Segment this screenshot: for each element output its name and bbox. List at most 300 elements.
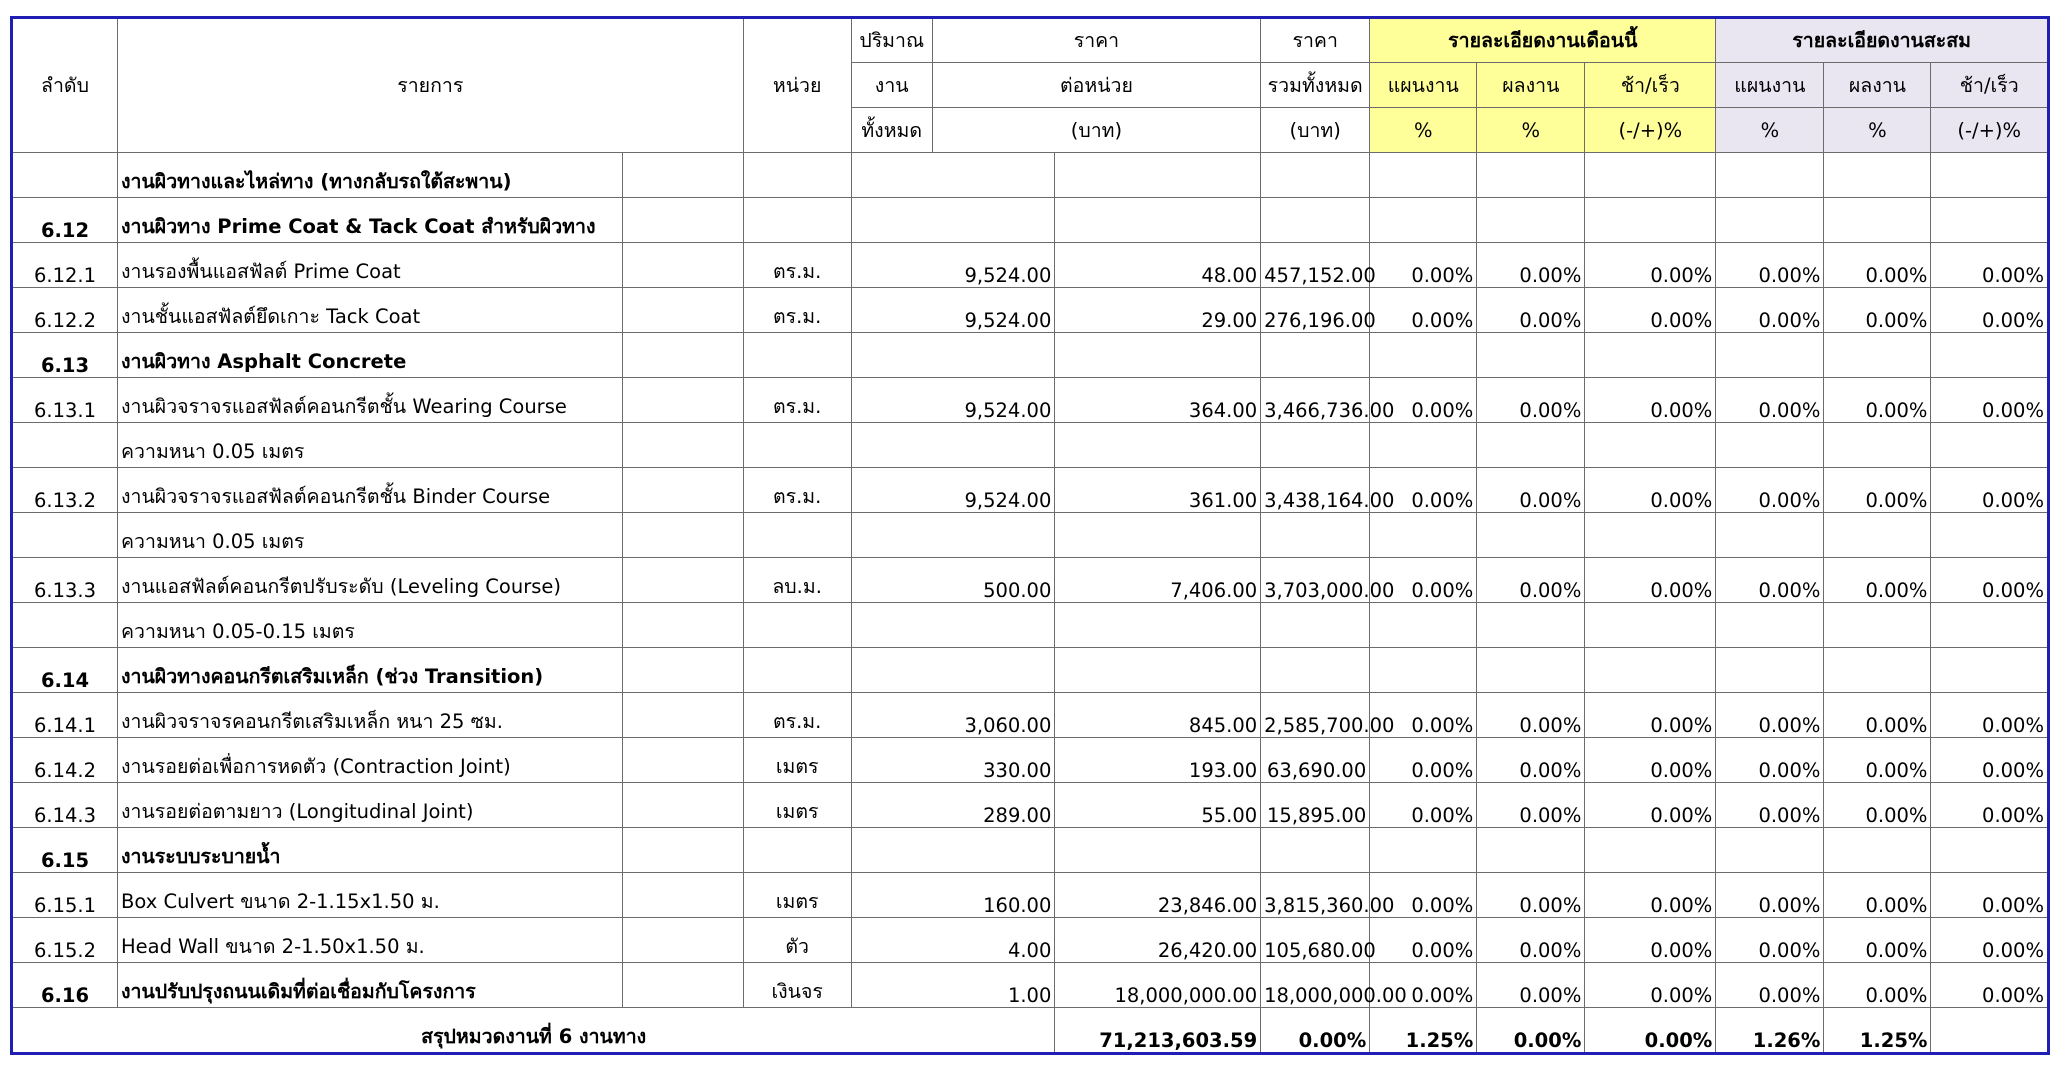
header-cum-result-unit: %	[1824, 108, 1931, 153]
header-cum-diff: ช้า/เร็ว	[1931, 63, 2049, 108]
cell-cum-result: 0.00%	[1824, 873, 1931, 918]
cell-month-result: 0.00%	[1477, 783, 1585, 828]
header-month-group: รายละเอียดงานเดือนนี้	[1370, 18, 1716, 63]
cell-no: 6.14.2	[12, 738, 118, 783]
summary-month-result: 1.25%	[1370, 1008, 1477, 1054]
cell-cum-diff	[1931, 333, 2049, 378]
cell-no: 6.13	[12, 333, 118, 378]
cell-cum-result: 0.00%	[1824, 288, 1931, 333]
cell-month-plan	[1370, 828, 1477, 873]
header-cum-diff-unit: (-/+)%	[1931, 108, 2049, 153]
cell-month-plan	[1370, 513, 1477, 558]
cell-month-diff: 0.00%	[1585, 783, 1716, 828]
cell-desc: งานชั้นแอสฟัลต์ยึดเกาะ Tack Coat	[118, 288, 623, 333]
cell-desc: งานผิวทางคอนกรีตเสริมเหล็ก (ช่วง Transition)	[118, 648, 623, 693]
cell-desc: Head Wall ขนาด 2-1.50x1.50 ม.	[118, 918, 623, 963]
cell-unit-price	[1055, 153, 1261, 198]
cell-no: 6.14.1	[12, 693, 118, 738]
header-cum-result: ผลงาน	[1824, 63, 1931, 108]
cell-total: 457,152.00	[1261, 243, 1370, 288]
table-row	[12, 603, 2049, 648]
cell-cum-diff: 0.00%	[1931, 783, 2049, 828]
cell-desc-gap	[623, 333, 744, 378]
cell-month-result: 0.00%	[1477, 873, 1585, 918]
cell-desc-gap	[623, 423, 744, 468]
cell-month-diff	[1585, 153, 1716, 198]
summary-total: 71,213,603.59	[1055, 1008, 1261, 1054]
cell-desc-gap	[623, 738, 744, 783]
table-row	[12, 423, 2049, 468]
cell-cum-plan: 0.00%	[1716, 873, 1824, 918]
cell-unit: เมตร	[743, 873, 851, 918]
cell-unit-price	[1055, 603, 1261, 648]
cell-no: 6.12	[12, 198, 118, 243]
cell-cum-diff: 0.00%	[1931, 873, 2049, 918]
cell-cum-plan: 0.00%	[1716, 918, 1824, 963]
cell-cum-result	[1824, 513, 1931, 558]
summary-month-diff: 0.00%	[1477, 1008, 1585, 1054]
cell-cum-result: 0.00%	[1824, 243, 1931, 288]
cell-qty: 9,524.00	[851, 378, 1055, 423]
cell-month-plan	[1370, 198, 1477, 243]
cell-unit	[743, 603, 851, 648]
cell-unit-price: 23,846.00	[1055, 873, 1261, 918]
cell-qty: 500.00	[851, 558, 1055, 603]
cell-desc: งานผิวจราจรแอสฟัลต์คอนกรีตชั้น Wearing Course	[118, 378, 623, 423]
cell-month-plan: 0.00%	[1370, 918, 1477, 963]
cell-no: 6.14	[12, 648, 118, 693]
header-total-1: ราคา	[1261, 18, 1370, 63]
cell-month-plan	[1370, 603, 1477, 648]
cell-cum-diff: 0.00%	[1931, 378, 2049, 423]
cell-month-plan: 0.00%	[1370, 378, 1477, 423]
cell-month-plan: 0.00%	[1370, 288, 1477, 333]
cell-unit-price: 7,406.00	[1055, 558, 1261, 603]
header-cum-plan-unit: %	[1716, 108, 1824, 153]
cell-qty	[851, 828, 1055, 873]
cell-month-result: 0.00%	[1477, 738, 1585, 783]
table-row	[12, 153, 2049, 198]
cell-unit: ตัว	[743, 918, 851, 963]
table-row	[12, 513, 2049, 558]
cell-month-result: 0.00%	[1477, 558, 1585, 603]
cell-cum-plan: 0.00%	[1716, 468, 1824, 513]
cell-unit-price: 364.00	[1055, 378, 1261, 423]
cell-qty	[851, 198, 1055, 243]
cell-desc: งานปรับปรุงถนนเดิมที่ต่อเชื่อมกับโครงการ	[118, 963, 623, 1008]
table-row	[12, 963, 2049, 1008]
cell-unit	[743, 513, 851, 558]
cell-desc: งานผิวทาง Prime Coat & Tack Coat สำหรับผิวทาง	[118, 198, 623, 243]
cell-unit: เมตร	[743, 783, 851, 828]
cell-month-diff: 0.00%	[1585, 288, 1716, 333]
cell-qty: 9,524.00	[851, 288, 1055, 333]
cell-month-result: 0.00%	[1477, 468, 1585, 513]
cell-cum-diff: 0.00%	[1931, 558, 2049, 603]
cell-month-diff: 0.00%	[1585, 693, 1716, 738]
cell-total: 3,703,000.00	[1261, 558, 1370, 603]
header-item: รายการ	[118, 18, 744, 153]
cell-unit-price	[1055, 423, 1261, 468]
cell-month-result: 0.00%	[1477, 378, 1585, 423]
header-price-2: ต่อหน่วย	[932, 63, 1260, 108]
cell-unit: ตร.ม.	[743, 243, 851, 288]
table-row	[12, 738, 2049, 783]
cell-unit	[743, 198, 851, 243]
cell-cum-result: 0.00%	[1824, 738, 1931, 783]
cell-unit	[743, 828, 851, 873]
cell-total: 18,000,000.00	[1261, 963, 1370, 1008]
cell-desc-gap	[623, 828, 744, 873]
cell-desc-gap	[623, 648, 744, 693]
header-month-result: ผลงาน	[1477, 63, 1585, 108]
cell-cum-diff: 0.00%	[1931, 963, 2049, 1008]
table-row	[12, 558, 2049, 603]
cell-unit-price: 55.00	[1055, 783, 1261, 828]
cell-qty	[851, 333, 1055, 378]
summary-cum-diff: 1.25%	[1824, 1008, 1931, 1054]
cell-unit: ลบ.ม.	[743, 558, 851, 603]
cell-desc: ความหนา 0.05 เมตร	[118, 513, 623, 558]
header-total-3: (บาท)	[1261, 108, 1370, 153]
header-cumulative-group: รายละเอียดงานสะสม	[1716, 18, 2049, 63]
table-row	[12, 378, 2049, 423]
cell-cum-plan	[1716, 648, 1824, 693]
cell-month-diff: 0.00%	[1585, 243, 1716, 288]
cell-desc: งานผิวจราจรคอนกรีตเสริมเหล็ก หนา 25 ซม.	[118, 693, 623, 738]
header-month-plan-unit: %	[1370, 108, 1477, 153]
cell-cum-diff	[1931, 828, 2049, 873]
table-row	[12, 243, 2049, 288]
cell-month-plan: 0.00%	[1370, 468, 1477, 513]
cell-qty: 1.00	[851, 963, 1055, 1008]
cell-qty	[851, 153, 1055, 198]
cell-cum-plan: 0.00%	[1716, 243, 1824, 288]
cell-cum-result	[1824, 333, 1931, 378]
cell-month-result: 0.00%	[1477, 243, 1585, 288]
progress-table	[10, 16, 2050, 1055]
cell-total: 15,895.00	[1261, 783, 1370, 828]
cell-month-diff	[1585, 423, 1716, 468]
cell-unit-price: 26,420.00	[1055, 918, 1261, 963]
summary-row	[12, 1008, 2049, 1054]
cell-month-result	[1477, 153, 1585, 198]
header-unit: หน่วย	[743, 18, 851, 153]
cell-cum-result	[1824, 423, 1931, 468]
header-qty-3: ทั้งหมด	[851, 108, 932, 153]
cell-month-diff: 0.00%	[1585, 558, 1716, 603]
cell-no: 6.16	[12, 963, 118, 1008]
cell-desc: งานผิวจราจรแอสฟัลต์คอนกรีตชั้น Binder Course	[118, 468, 623, 513]
cell-total	[1261, 153, 1370, 198]
cell-total: 63,690.00	[1261, 738, 1370, 783]
cell-month-plan: 0.00%	[1370, 558, 1477, 603]
cell-cum-result	[1824, 603, 1931, 648]
cell-month-diff: 0.00%	[1585, 378, 1716, 423]
cell-cum-plan: 0.00%	[1716, 378, 1824, 423]
summary-month-plan: 0.00%	[1261, 1008, 1370, 1054]
cell-unit-price	[1055, 198, 1261, 243]
cell-cum-plan: 0.00%	[1716, 693, 1824, 738]
cell-cum-plan: 0.00%	[1716, 558, 1824, 603]
header-total-2: รวมทั้งหมด	[1261, 63, 1370, 108]
cell-total: 3,815,360.00	[1261, 873, 1370, 918]
cell-no: 6.12.2	[12, 288, 118, 333]
summary-label: สรุปหมวดงานที่ 6 งานทาง	[12, 1008, 1055, 1054]
cell-cum-result: 0.00%	[1824, 378, 1931, 423]
cell-total: 3,438,164.00	[1261, 468, 1370, 513]
cell-month-result	[1477, 828, 1585, 873]
cell-qty	[851, 513, 1055, 558]
header-qty-2: งาน	[851, 63, 932, 108]
cell-desc-gap	[623, 963, 744, 1008]
cell-month-plan: 0.00%	[1370, 693, 1477, 738]
cell-cum-plan: 0.00%	[1716, 288, 1824, 333]
cell-no	[12, 423, 118, 468]
cell-month-diff: 0.00%	[1585, 963, 1716, 1008]
cell-cum-result	[1824, 828, 1931, 873]
cell-total: 3,466,736.00	[1261, 378, 1370, 423]
cell-desc-gap	[623, 468, 744, 513]
cell-month-result: 0.00%	[1477, 288, 1585, 333]
cell-cum-result: 0.00%	[1824, 468, 1931, 513]
cell-month-result	[1477, 333, 1585, 378]
cell-total	[1261, 198, 1370, 243]
cell-total: 276,196.00	[1261, 288, 1370, 333]
summary-cum-plan: 0.00%	[1585, 1008, 1716, 1054]
table-row	[12, 828, 2049, 873]
cell-no: 6.13.1	[12, 378, 118, 423]
cell-unit-price	[1055, 513, 1261, 558]
cell-total	[1261, 648, 1370, 693]
cell-no: 6.12.1	[12, 243, 118, 288]
cell-total: 2,585,700.00	[1261, 693, 1370, 738]
cell-cum-plan	[1716, 603, 1824, 648]
cell-no: 6.15.1	[12, 873, 118, 918]
cell-desc-gap	[623, 513, 744, 558]
cell-qty: 330.00	[851, 738, 1055, 783]
cell-month-plan	[1370, 153, 1477, 198]
cell-cum-plan	[1716, 333, 1824, 378]
cell-month-result	[1477, 603, 1585, 648]
cell-desc-gap	[623, 243, 744, 288]
cell-month-diff	[1585, 333, 1716, 378]
table-row	[12, 198, 2049, 243]
table-row	[12, 333, 2049, 378]
cell-desc-gap	[623, 558, 744, 603]
cell-no: 6.13.2	[12, 468, 118, 513]
cell-cum-diff	[1931, 423, 2049, 468]
cell-desc-gap	[623, 783, 744, 828]
cell-cum-result	[1824, 153, 1931, 198]
cell-desc-gap	[623, 693, 744, 738]
cell-unit: เงินจร	[743, 963, 851, 1008]
cell-desc-gap	[623, 198, 744, 243]
cell-qty	[851, 423, 1055, 468]
cell-desc: ความหนา 0.05 เมตร	[118, 423, 623, 468]
cell-unit	[743, 153, 851, 198]
cell-cum-result	[1824, 198, 1931, 243]
header-month-diff: ช้า/เร็ว	[1585, 63, 1716, 108]
header-month-diff-unit: (-/+)%	[1585, 108, 1716, 153]
cell-unit-price	[1055, 333, 1261, 378]
cell-cum-plan	[1716, 198, 1824, 243]
cell-total: 105,680.00	[1261, 918, 1370, 963]
cell-cum-plan	[1716, 153, 1824, 198]
cell-desc: งานรอยต่อตามยาว (Longitudinal Joint)	[118, 783, 623, 828]
cell-cum-diff	[1931, 603, 2049, 648]
cell-month-diff	[1585, 828, 1716, 873]
table-row	[12, 918, 2049, 963]
cell-month-result	[1477, 513, 1585, 558]
cell-cum-diff: 0.00%	[1931, 738, 2049, 783]
cell-desc-gap	[623, 288, 744, 333]
table-row	[12, 468, 2049, 513]
cell-desc-gap	[623, 873, 744, 918]
cell-unit	[743, 333, 851, 378]
cell-month-plan: 0.00%	[1370, 738, 1477, 783]
table-row	[12, 693, 2049, 738]
table-row	[12, 873, 2049, 918]
cell-unit: ตร.ม.	[743, 468, 851, 513]
cell-unit-price: 29.00	[1055, 288, 1261, 333]
cell-month-diff: 0.00%	[1585, 738, 1716, 783]
cell-cum-result: 0.00%	[1824, 918, 1931, 963]
cell-month-plan: 0.00%	[1370, 963, 1477, 1008]
cell-unit-price	[1055, 648, 1261, 693]
cell-unit-price: 193.00	[1055, 738, 1261, 783]
cell-unit: ตร.ม.	[743, 288, 851, 333]
cell-cum-diff: 0.00%	[1931, 468, 2049, 513]
cell-month-result: 0.00%	[1477, 963, 1585, 1008]
cell-desc: งานแอสฟัลต์คอนกรีตปรับระดับ (Leveling Course)	[118, 558, 623, 603]
cell-unit	[743, 423, 851, 468]
cell-no	[12, 513, 118, 558]
cell-cum-diff: 0.00%	[1931, 918, 2049, 963]
table-row	[12, 783, 2049, 828]
cell-month-diff	[1585, 648, 1716, 693]
cell-unit: เมตร	[743, 738, 851, 783]
cell-cum-result	[1824, 648, 1931, 693]
cell-month-diff	[1585, 603, 1716, 648]
cell-cum-diff: 0.00%	[1931, 693, 2049, 738]
header-month-plan: แผนงาน	[1370, 63, 1477, 108]
cell-month-result	[1477, 198, 1585, 243]
cell-no: 6.13.3	[12, 558, 118, 603]
cell-desc: Box Culvert ขนาด 2-1.15x1.50 ม.	[118, 873, 623, 918]
cell-month-result: 0.00%	[1477, 918, 1585, 963]
cell-total	[1261, 333, 1370, 378]
cell-total	[1261, 423, 1370, 468]
cell-month-result: 0.00%	[1477, 693, 1585, 738]
cell-desc: งานรอยต่อเพื่อการหดตัว (Contraction Joint)	[118, 738, 623, 783]
cell-unit-price: 845.00	[1055, 693, 1261, 738]
cell-qty: 160.00	[851, 873, 1055, 918]
cell-qty: 9,524.00	[851, 243, 1055, 288]
table-row	[12, 648, 2049, 693]
cell-total	[1261, 828, 1370, 873]
summary-cum-result: 1.26%	[1716, 1008, 1824, 1054]
cell-cum-diff: 0.00%	[1931, 288, 2049, 333]
cell-unit-price: 48.00	[1055, 243, 1261, 288]
cell-month-result	[1477, 423, 1585, 468]
cell-qty	[851, 648, 1055, 693]
cell-cum-plan	[1716, 423, 1824, 468]
cell-unit-price	[1055, 828, 1261, 873]
cell-cum-plan: 0.00%	[1716, 963, 1824, 1008]
cell-desc: งานผิวทาง Asphalt Concrete	[118, 333, 623, 378]
cell-no	[12, 153, 118, 198]
cell-no	[12, 603, 118, 648]
cell-unit-price: 361.00	[1055, 468, 1261, 513]
cell-month-plan: 0.00%	[1370, 243, 1477, 288]
cell-no: 6.15	[12, 828, 118, 873]
cell-desc: งานรองพื้นแอสฟัลต์ Prime Coat	[118, 243, 623, 288]
cell-qty: 3,060.00	[851, 693, 1055, 738]
cell-total	[1261, 603, 1370, 648]
cell-cum-plan	[1716, 513, 1824, 558]
cell-cum-result: 0.00%	[1824, 783, 1931, 828]
cell-month-plan	[1370, 333, 1477, 378]
cell-no: 6.15.2	[12, 918, 118, 963]
header-no: ลำดับ	[12, 18, 118, 153]
cell-cum-plan: 0.00%	[1716, 783, 1824, 828]
cell-no: 6.14.3	[12, 783, 118, 828]
header-cum-plan: แผนงาน	[1716, 63, 1824, 108]
cell-cum-plan: 0.00%	[1716, 738, 1824, 783]
cell-month-diff	[1585, 198, 1716, 243]
cell-month-plan	[1370, 423, 1477, 468]
header-qty-1: ปริมาณ	[851, 18, 932, 63]
cell-desc: ความหนา 0.05-0.15 เมตร	[118, 603, 623, 648]
cell-month-result	[1477, 648, 1585, 693]
cell-cum-result: 0.00%	[1824, 963, 1931, 1008]
header-price-1: ราคา	[932, 18, 1260, 63]
cell-qty: 4.00	[851, 918, 1055, 963]
cell-desc-gap	[623, 603, 744, 648]
cell-desc-gap	[623, 153, 744, 198]
header-row-1	[12, 18, 2049, 63]
cell-qty	[851, 603, 1055, 648]
cell-month-plan	[1370, 648, 1477, 693]
cell-month-diff: 0.00%	[1585, 468, 1716, 513]
cell-unit-price: 18,000,000.00	[1055, 963, 1261, 1008]
cell-qty: 9,524.00	[851, 468, 1055, 513]
cell-total	[1261, 513, 1370, 558]
cell-desc-gap	[623, 918, 744, 963]
cell-unit: ตร.ม.	[743, 378, 851, 423]
cell-desc: งานผิวทางและไหล่ทาง (ทางกลับรถใต้สะพาน)	[118, 153, 623, 198]
cell-month-diff: 0.00%	[1585, 873, 1716, 918]
header-month-result-unit: %	[1477, 108, 1585, 153]
cell-cum-diff	[1931, 198, 2049, 243]
cell-unit	[743, 648, 851, 693]
cell-unit: ตร.ม.	[743, 693, 851, 738]
header-price-3: (บาท)	[932, 108, 1260, 153]
cell-month-diff	[1585, 513, 1716, 558]
cell-cum-plan	[1716, 828, 1824, 873]
cell-desc-gap	[623, 378, 744, 423]
cell-month-diff: 0.00%	[1585, 918, 1716, 963]
cell-cum-result: 0.00%	[1824, 693, 1931, 738]
cell-cum-diff	[1931, 153, 2049, 198]
cell-qty: 289.00	[851, 783, 1055, 828]
cell-cum-diff: 0.00%	[1931, 243, 2049, 288]
table-row	[12, 288, 2049, 333]
cell-cum-diff	[1931, 648, 2049, 693]
cell-cum-diff	[1931, 513, 2049, 558]
cell-cum-result: 0.00%	[1824, 558, 1931, 603]
